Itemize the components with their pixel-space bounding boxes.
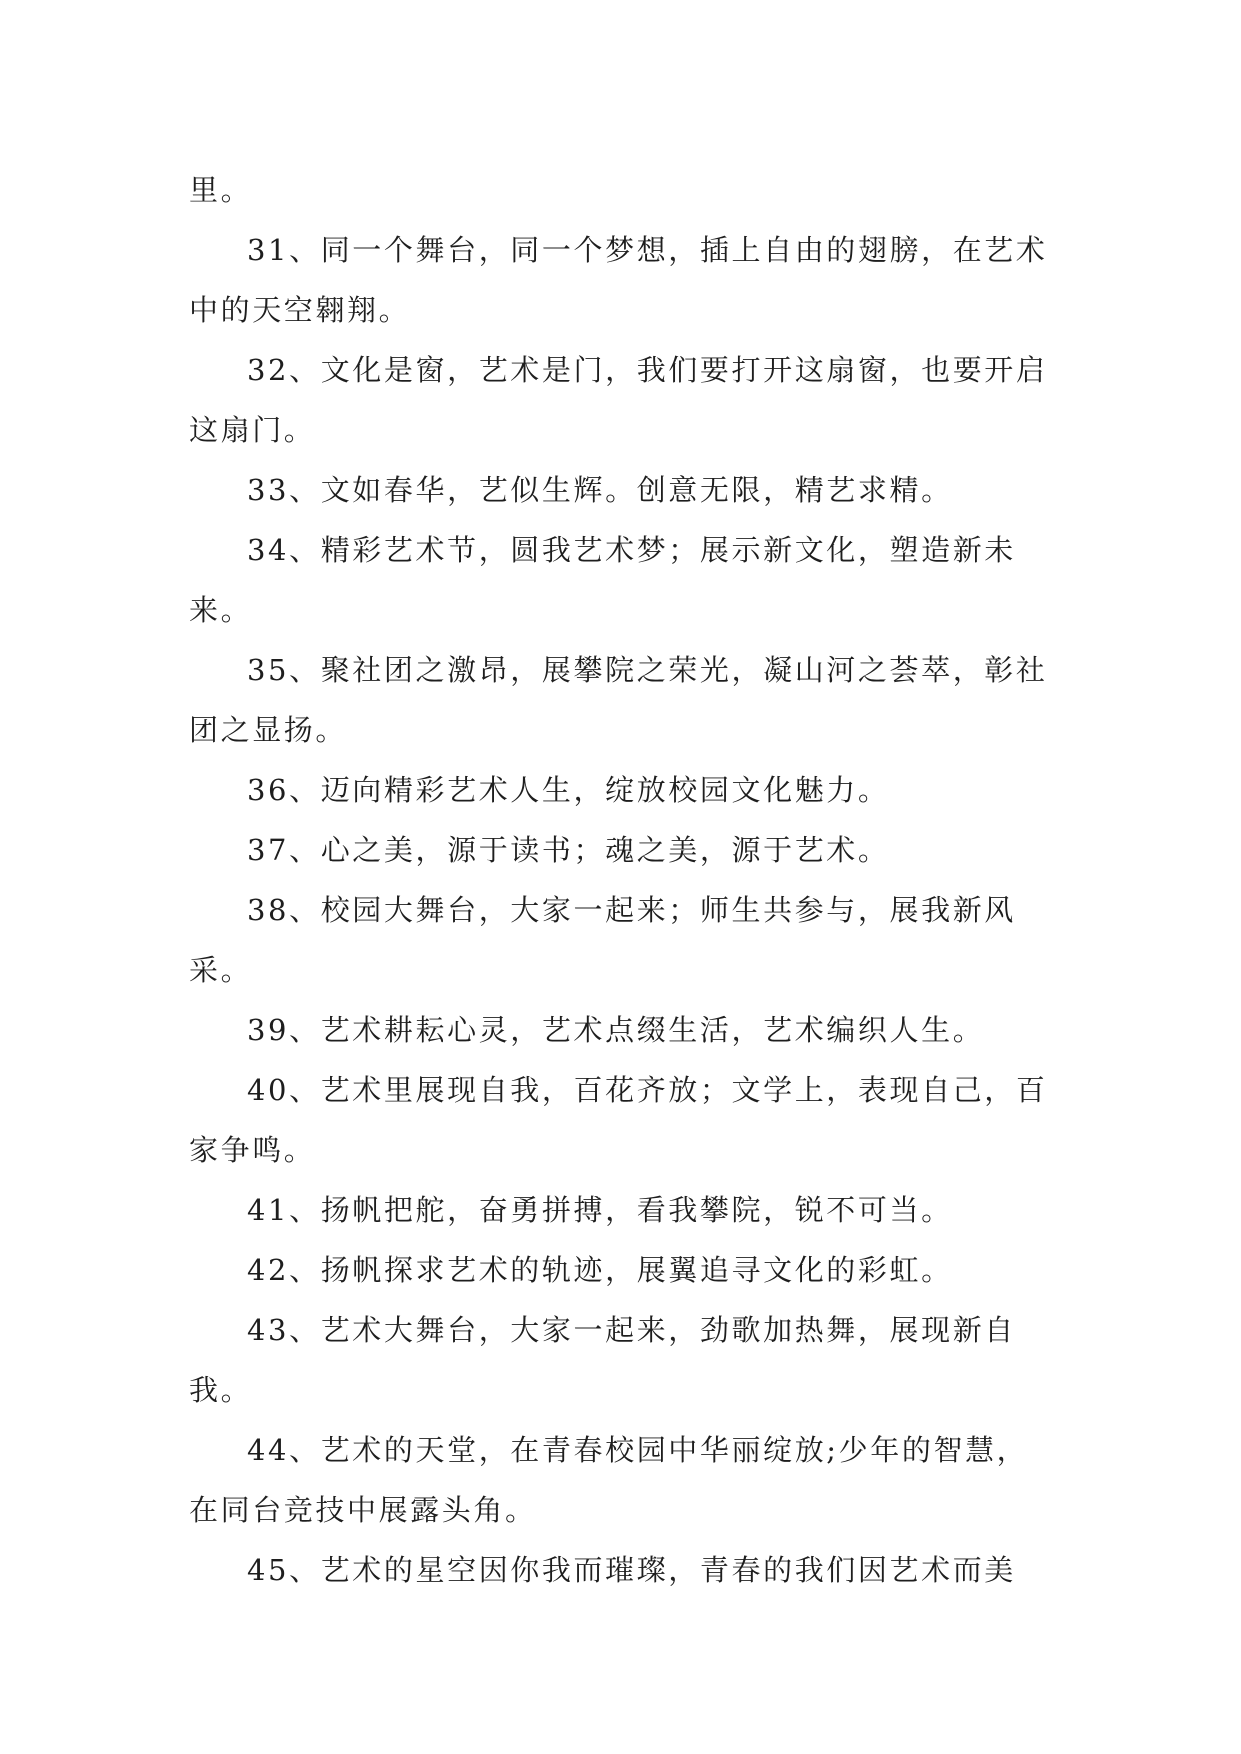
paragraph-31: 31、同一个舞台，同一个梦想，插上自由的翅膀，在艺术中的天空翱翔。: [189, 233, 1048, 327]
paragraph-33: 33、文如春华，艺似生辉。创意无限，精艺求精。: [247, 473, 953, 507]
document-body: [189, 160, 1059, 1600]
paragraph-39: 39、艺术耕耘心灵，艺术点缀生活，艺术编织人生。: [247, 1013, 985, 1047]
paragraph-35: 35、聚社团之激昂，展攀院之荣光，凝山河之荟萃，彰社团之显扬。: [189, 653, 1048, 747]
paragraph-continuation: 里。: [189, 173, 253, 207]
paragraph-44: 44、艺术的天堂，在青春校园中华丽绽放;少年的智慧，在同台竞技中展露头角。: [189, 1433, 1029, 1527]
paragraph-45: 45、艺术的星空因你我而璀璨，青春的我们因艺术而美: [247, 1553, 1016, 1587]
paragraph-43: 43、艺术大舞台，大家一起来，劲歌加热舞，展现新自我。: [189, 1313, 1016, 1407]
paragraph-32: 32、文化是窗，艺术是门，我们要打开这扇窗，也要开启这扇门。: [189, 353, 1048, 447]
paragraph-42: 42、扬帆探求艺术的轨迹，展翼追寻文化的彩虹。: [247, 1253, 953, 1287]
paragraph-38: 38、校园大舞台，大家一起来；师生共参与，展我新风采。: [189, 893, 1016, 987]
paragraph-36: 36、迈向精彩艺术人生，绽放校园文化魅力。: [247, 773, 890, 807]
paragraph-37: 37、心之美，源于读书；魂之美，源于艺术。: [247, 833, 890, 867]
paragraph-34: 34、精彩艺术节，圆我艺术梦；展示新文化，塑造新未来。: [189, 533, 1016, 627]
paragraph-40: 40、艺术里展现自我，百花齐放；文学上，表现自己，百家争鸣。: [189, 1073, 1048, 1167]
paragraph-41: 41、扬帆把舵，奋勇拼搏，看我攀院，锐不可当。: [247, 1193, 953, 1227]
